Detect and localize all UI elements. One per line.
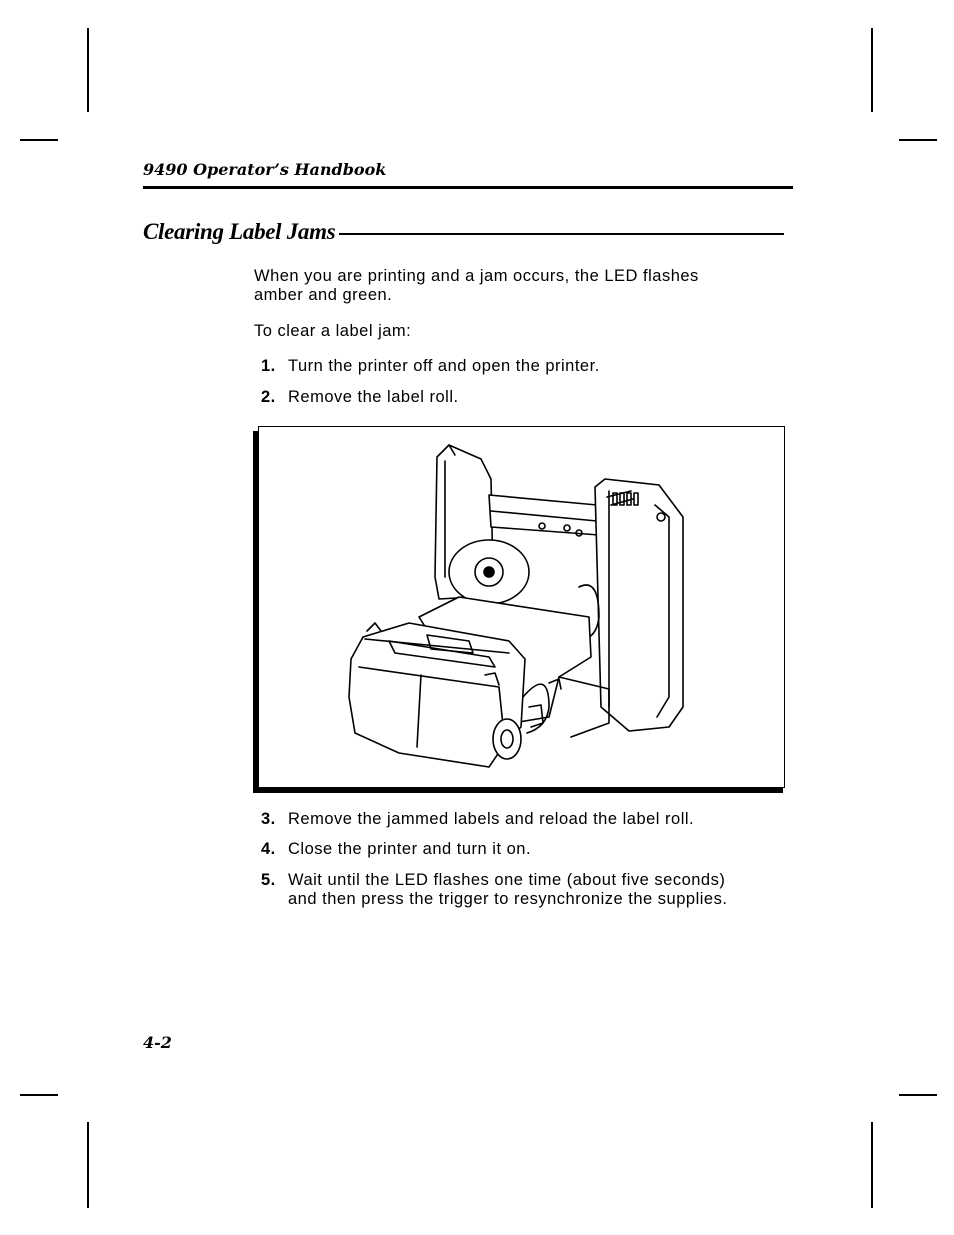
step-text: Remove the jammed labels and reload the label roll. [288, 810, 695, 828]
section-title: Clearing Label Jams [143, 219, 336, 244]
running-head: 9490 Operator’s Handbook [143, 160, 387, 179]
step-text-line-2: and then press the trigger to resynchronize the supplies. [288, 890, 728, 908]
step-number: 4. [261, 840, 276, 858]
title-rule [339, 233, 784, 235]
crop-mark-bottom-right-horizontal [899, 1094, 937, 1096]
crop-mark-top-left-horizontal [20, 139, 58, 141]
intro-paragraph-line-1: When you are printing and a jam occurs, the LED flashes [254, 267, 699, 285]
step-number: 5. [261, 871, 276, 889]
crop-mark-top-left-vertical [87, 28, 89, 112]
step-number: 3. [261, 810, 276, 828]
crop-mark-bottom-right-vertical [871, 1122, 873, 1208]
crop-mark-bottom-left-vertical [87, 1122, 89, 1208]
header-rule [143, 186, 793, 189]
step-text-line-1: Wait until the LED flashes one time (about five seconds) [288, 871, 726, 889]
printer-figure [258, 426, 785, 788]
page-number: 4-2 [143, 1033, 172, 1052]
step-number: 1. [261, 357, 276, 375]
step-number: 2. [261, 388, 276, 406]
lead-in-text: To clear a label jam: [254, 322, 412, 340]
crop-mark-bottom-left-horizontal [20, 1094, 58, 1096]
intro-paragraph-line-2: amber and green. [254, 286, 393, 304]
crop-mark-top-right-vertical [871, 28, 873, 112]
step-text: Turn the printer off and open the printer. [288, 357, 600, 375]
step-text: Remove the label roll. [288, 388, 459, 406]
step-text: Close the printer and turn it on. [288, 840, 532, 858]
crop-mark-top-right-horizontal [899, 139, 937, 141]
open-printer-illustration-icon [259, 427, 784, 787]
